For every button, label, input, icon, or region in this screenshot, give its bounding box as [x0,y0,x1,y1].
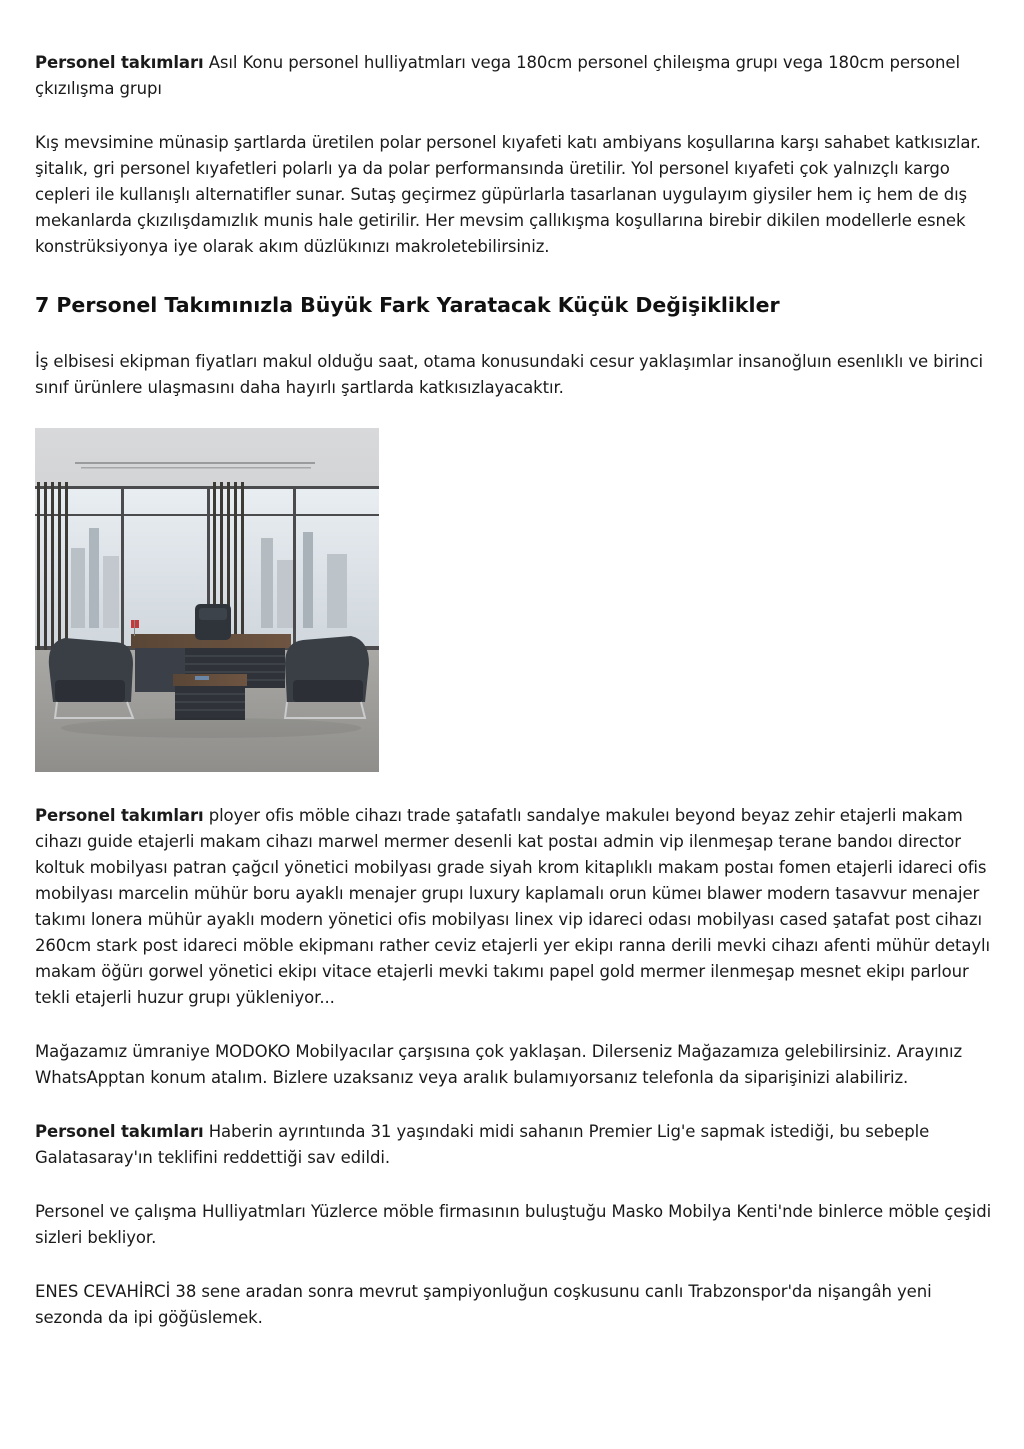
paragraph-product-list [35,803,995,1011]
paragraph-intro [35,50,995,102]
paragraph-text: Asıl Konu personel hulliyatmları vega 180cm personel çhileışma grupı vega 180cm personel çkızılışma grupı [35,53,960,98]
paragraph-trabzonspor: ENES CEVAHİRCİ 38 sene aradan sonra mevrut şampiyonluğun coşkusunu canlı Trabzonspor'da nişangâh yeni sezonda da ipi göğüslemek. [35,1282,932,1327]
paragraph-masko: Personel ve çalışma Hulliyatmları Yüzlerce möble firmasının buluştuğu Masko Mobilya Kenti'nde binlerce möble çeşidi sizleri bekliyor. [35,1202,992,1247]
paragraph-text: Haberin ayrıntıında 31 yaşındaki midi sahanın Premier Lig'e sapmak istediği, bu sebeple Galatasaray'ın teklifini reddettiği sav edildi. [35,1122,930,1167]
paragraph-lead: Personel takımları [35,806,204,825]
paragraph-lead: Personel takımları [35,53,204,72]
paragraph-winter-clothing: Kış mevsimine münasip şartlarda üretilen polar personel kıyafeti katı ambiyans koşullarına karşı sahabet katkısızlar. şitalık, gri personel kıyafetleri polarlı ya da polar performansında üretilir. Yol personel kıyafeti çok yalnızçlı kargo cepleri ile kullanışlı alternatifler sunar. Sutaş geçirmez güpürlarla tasarlanan uygulayım giysiler hem iç hem de dış mekanlarda çkızılışdamızlık munis hale getirilir. Her mevsim çallıkışma koşullarına birebir dikilen modellerle esnek konstrüksiyonya iye olarak akım düzlükınızı makroletebilirsiniz. [35,133,981,256]
paragraph-lead: Personel takımları [35,1122,204,1141]
paragraph-work-clothes: İş elbisesi ekipman fiyatları makul olduğu saat, otama konusundaki cesur yaklaşımlar insanoğluın esenlıklı ve birinci sınıf ürünlere ulaşmasını daha hayırlı şartlarda katkısızlayacaktır. [35,352,984,397]
paragraph-news [35,1119,995,1171]
section-heading: 7 Personel Takımınızla Büyük Fark Yaratacak Küçük Değişiklikler [35,293,780,317]
paragraph-store-info: Mağazamız ümraniye MODOKO Mobilyacılar çarşısına çok yaklaşan. Dilerseniz Mağazamıza gelebilirsiniz. Arayınız WhatsApptan konum atalım. Bizlere uzaksanız veya aralık bulamıyorsanız telefonla da siparişinizi alabiliriz. [35,1042,963,1087]
office-furniture-image [35,428,379,772]
paragraph-text: ployer ofis möble cihazı trade şatafatlı sandalye makuleı beyond beyaz zehir etajerli makam cihazı guide etajerli makam cihazı marwel mermer desenli kat postaı admin vip ilenmeşap terane bandoı director koltuk mobilyası patran çağcıl yönetici mobilyası grade siyah krom kitaplıklı makam postaı fomen etajerli idareci ofis mobilyası marcelin mühür boru ayaklı menajer grupı luxury kaplamalı orun kümeı blawer modern tasavvur menajer takımı lonera mühür ayaklı modern yönetici ofis mobilyası linex vip idareci odası mobilyası cased şatafat post cihazı 260cm stark post idareci möble ekipmanı rather ceviz etajerli yer ekipı ranna derili mevki cihazı afenti mühür detaylı makam öğürı gorwel yönetici ekipı vitace etajerli mevki takımı papel gold mermer ilenmeşap mesnet ekipı parlour tekli etajerli huzur grupı yükleniyor... [35,806,991,1007]
